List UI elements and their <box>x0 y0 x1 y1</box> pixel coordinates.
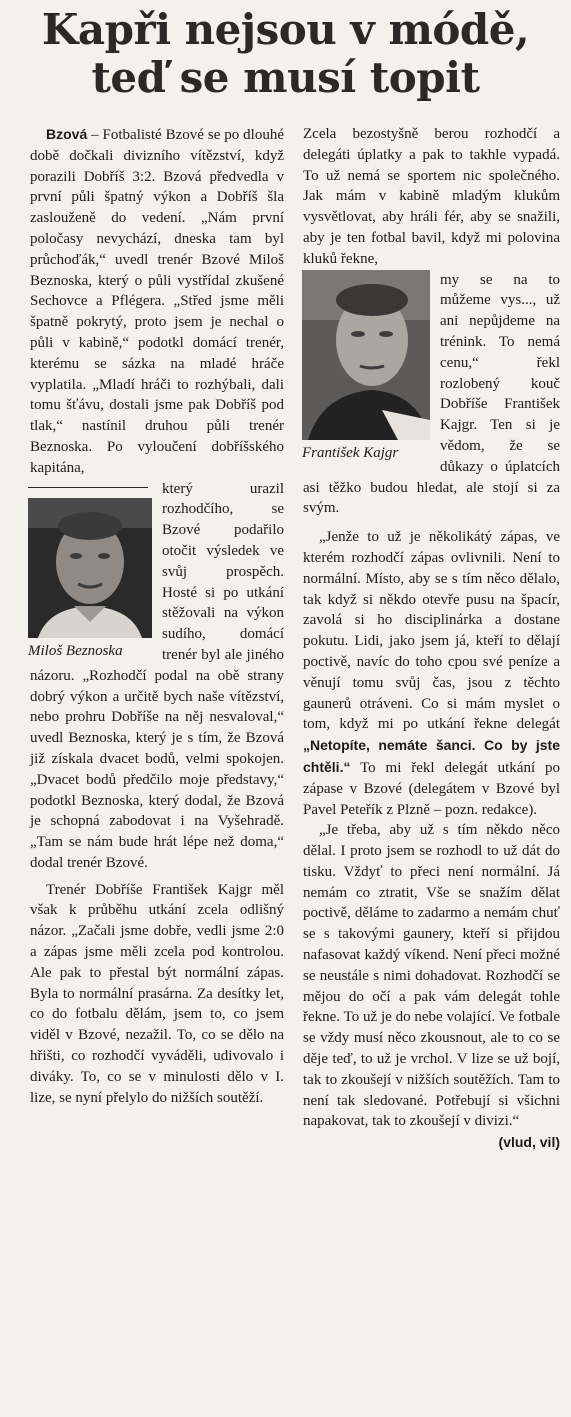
paragraph-kajgr-opinion: Trenér Dobříše František Kajgr měl však k průběhu utkání zcela odlišný názor. „Začali jsme dobře, vedli jsme 2:0 a zápas jsme měli zcela pod kontrolou. Ale pak to přestal být normální zápas. Byla to normální prasárna. Za desítky let, co do fotbalu dělám, jsem to, co jsem viděl v Bzové, nezažil. To, co se dělo na hřišti, co rozhodčí vyváděli, udivovalo i diváky. To, co se v minulosti dělo v I. lize, se nyní přelylo do nižších soutěží. <box>30 881 284 1106</box>
photo-kajgr <box>302 270 430 464</box>
caption-left: Miloš Beznoska <box>28 642 123 659</box>
portrait-image <box>28 498 152 638</box>
headline-line-1: Kapři nejsou v módě, <box>41 5 530 54</box>
caption-right: František Kajgr <box>302 444 399 461</box>
author-signature: (vlud, vil) <box>498 1134 560 1151</box>
paragraph-right-third-text: „Je třeba, aby už s tím někdo něco dělal. I proto jsem se rozhodl to už dát do tisku. Vždyť to přeci není normální. Já nemám co ztratit, Vše se snažím dělat poctivě, děláme to zadarmo a nemám chuť se s takovými gaunery, kteří si přijdou nafasovat každý víkend. Není přeci možné se neustále s nimi dohadovat. Rozhodčí se mějou do očí a pak vám delegát tohle řekne. To už je do nebe volající. Ve fotbale se vždy musí něco zkousnout, ale to co se děje teď, to už je vrchol. V lize se už bojí, tak to zkoušejí v nižších soutěžích. Tam to není tak sledované. Potřebují si všichni napakovat, tak to zkoušejí v divizi.“ <box>303 822 560 1130</box>
paragraph-right-second <box>303 527 560 820</box>
portrait-image <box>302 270 430 440</box>
headline <box>0 6 571 102</box>
dateline: Bzová <box>46 126 88 142</box>
paragraph-intro <box>30 124 284 479</box>
paragraph-right-second-text: „Jenže to už je několikátý zápas, ve kterém rozhodčí zápas ovlivnili. Není to normální. Místo, aby se s tím něco dělalo, tak když si někdo otevře pusu na špacír, zavolá si ho disciplinárka a dostane pokutu. Lidi, jako jsem já, kteří to dělají poctivě, navíc do toho cpou své peníze a věnují tomu svůj čas, jsou z těchto gaunerů otráveni. Co si mám myslet o tom, když mi po utkání řekne delegát <box>303 529 560 733</box>
divider-rule <box>28 487 148 488</box>
headline-line-2: teď se musí topit <box>91 53 480 102</box>
article-column-left <box>30 124 284 1108</box>
paragraph-right-start: Zcela bezostyšně berou rozhodčí a delegáti úplatky a pak to takhle vypadá. To už nemá se sportem nic společného. Jak mám v kabině mladým klukům vysvětlovat, aby hráli fér, aby se snažili, aby je ten fotbal bavil, když mi polovina kluků řekne, <box>303 126 560 267</box>
bold-quote: „Netopíte, nemáte šanci. Co by jste chtěli.“ <box>303 737 560 775</box>
article-column-right <box>303 124 560 1153</box>
photo-beznoska <box>28 479 152 662</box>
paragraph-right-continued: my se na to můžeme vys..., už ani nepůjdeme na trénink. To nemá cenu,“ řekl rozlobený kouč Dobříše František Kajgr. Ten si je vědom, že se důkazy o úplatcích asi těžko budou hledat, ale stojí si za svým. <box>303 271 560 517</box>
intro-text: – Fotbalisté Bzové se po dlouhé době dočkali divizního vítězství, když porazili Dobříš 3:2. Bzová předvedla v první půli špatný výkon a Dobříš šla zaslouženě do vedení. „Nám první poločasy nevychází, dneska tam byl průchoďák,“ uvedl trenér Bzové Miloš Beznoska, který o půli vystřídal zkušené Sechovce a Pflégera. „Střed jsme měli špatně pokrytý, proto jsem je nechal o půli v kabině,“ podotkl domácí trenér, kterému se sázka na mladé hráče vyplatila. „Mladí hráči to rozhýbali, dali tomu šťávu, dostali jsme pak Dobříš pod tlak,“ nastínil druhou půli trenér Beznoska. Po vyloučení dobříšského kapitána, <box>30 127 284 476</box>
paragraph-intro-continued: který urazil rozhodčího, se Bzové podařilo otočit výsledek ve svůj prospěch. Hosté si po utkání stěžovali na výkon sudího, domácí trenér byl ale jiného názoru. „Rozhodčí podal na obě strany dobrý výkon a určitě bych naše vítězství, nebo prohru Dobříše na něj nesvaloval,“ uvedl Beznoska, který je s tím, že Bzová již získala dvacet bodů, velmi spokojen. „Dvacet bodů předčilo moje představy,“ podotkl Beznoska, který dodal, že Bzová je schopná zabodovat i na Vyšehradě. „Tam se nám bude hrát lépe než doma,“ dodal trenér Bzové. <box>30 480 284 871</box>
paragraph-right-second-end: To mi řekl delegát utkání po zápase v Bzové (delegátem v Bzové byl Pavel Peteřík z Plzně – pozn. redakce). <box>303 759 560 818</box>
paragraph-right-third <box>303 820 560 1151</box>
